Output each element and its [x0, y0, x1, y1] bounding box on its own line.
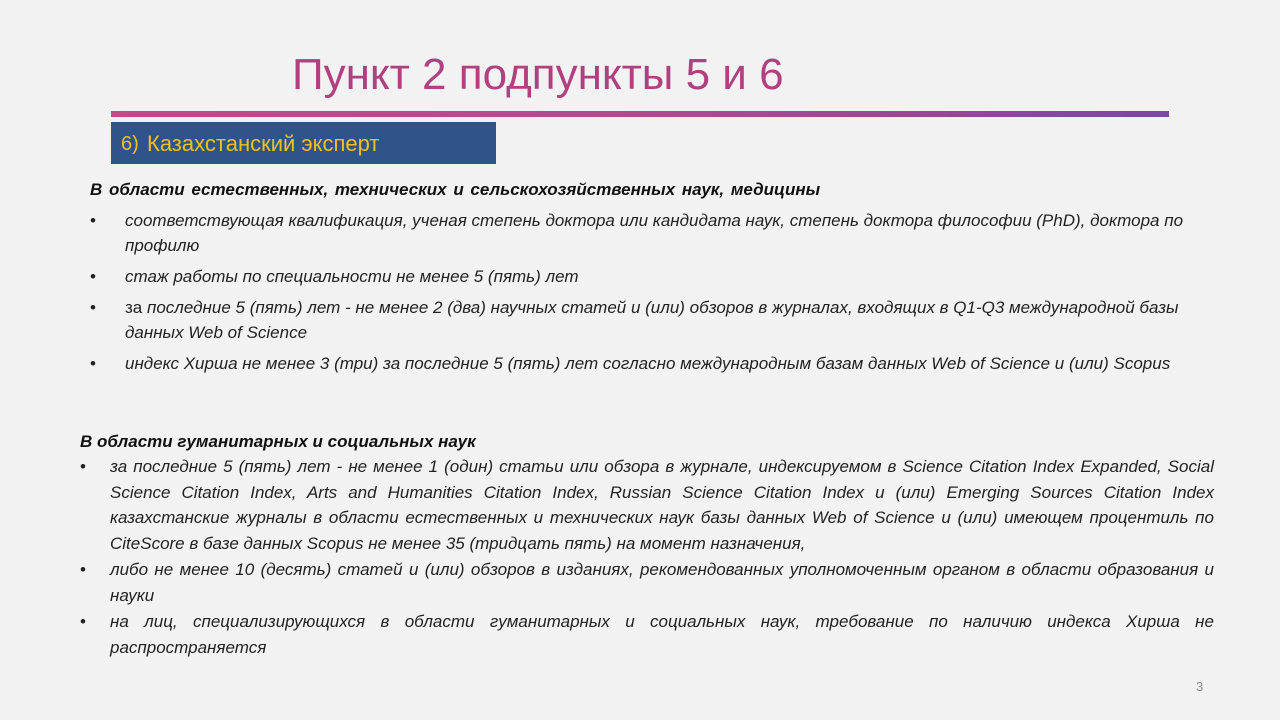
- list-item-text: либо не менее 10 (десять) статей и (или) обзоров в изданиях, рекомендованных уполномоченным органом в области образования и науки: [110, 560, 1214, 605]
- bullet-icon: •: [90, 354, 96, 373]
- natural-sciences-list: [90, 208, 1230, 376]
- bullet-icon: •: [90, 211, 96, 230]
- section-number: 6): [121, 133, 139, 155]
- list-item: [90, 264, 1230, 289]
- natural-sciences-block: [90, 180, 1230, 382]
- list-item-text: стаж работы по специальности не менее 5 (пять) лет: [125, 267, 579, 286]
- title-divider: [111, 111, 1169, 117]
- section-banner: [111, 122, 496, 164]
- section-label: Казахстанский эксперт: [147, 131, 380, 156]
- humanities-heading: В области гуманитарных и социальных наук: [80, 432, 476, 451]
- list-item: [90, 295, 1230, 345]
- slide-title: Пункт 2 подпункты 5 и 6: [292, 50, 784, 99]
- list-item: [90, 351, 1230, 376]
- bullet-icon: •: [80, 612, 86, 631]
- list-item-prefix: за: [125, 298, 147, 317]
- bullet-icon: •: [80, 457, 86, 476]
- bullet-icon: •: [90, 298, 96, 317]
- bullet-icon: •: [90, 267, 96, 286]
- bullet-icon: •: [80, 560, 86, 579]
- list-item-text: за последние 5 (пять) лет - не менее 1 (один) статьи или обзора в журнале, индексируемом в Science Citation Index Expanded, Social Science Citation Index, Arts and Humanities Citation Index, Russian Science Citation Index и (или) Emerging Sources Citation Index казахстанские журналы в области естественных и технических наук базы данных Web of Science и (или) имеющем процентиль по CiteScore в базе данных Scopus не менее 35 (тридцать пять) на момент назначения,: [110, 457, 1214, 553]
- list-item-text: последние 5 (пять) лет - не менее 2 (два) научных статей и (или) обзоров в журналах, входящих в Q1-Q3 международной базы данных Web of Science: [125, 298, 1179, 342]
- list-item: [80, 609, 1214, 660]
- natural-sciences-heading: В области естественных, технических и сельскохозяйственных наук, медицины: [90, 180, 821, 199]
- page-number: 3: [1196, 679, 1204, 694]
- list-item-text: соответствующая квалификация, ученая степень доктора или кандидата наук, степень доктора философии (PhD), доктора по профилю: [125, 211, 1184, 255]
- list-item-text: индекс Хирша не менее 3 (три) за последние 5 (пять) лет согласно международным базам данных Web of Science и (или) Scopus: [125, 354, 1171, 373]
- list-item-text: на лиц, специализирующихся в области гуманитарных и социальных наук, требование по наличию индекса Хирша не распространяется: [110, 612, 1214, 657]
- list-item: [80, 557, 1214, 608]
- humanities-list: [80, 454, 1214, 660]
- list-item: [90, 208, 1230, 258]
- list-item: [80, 454, 1214, 556]
- humanities-block: [80, 432, 1214, 661]
